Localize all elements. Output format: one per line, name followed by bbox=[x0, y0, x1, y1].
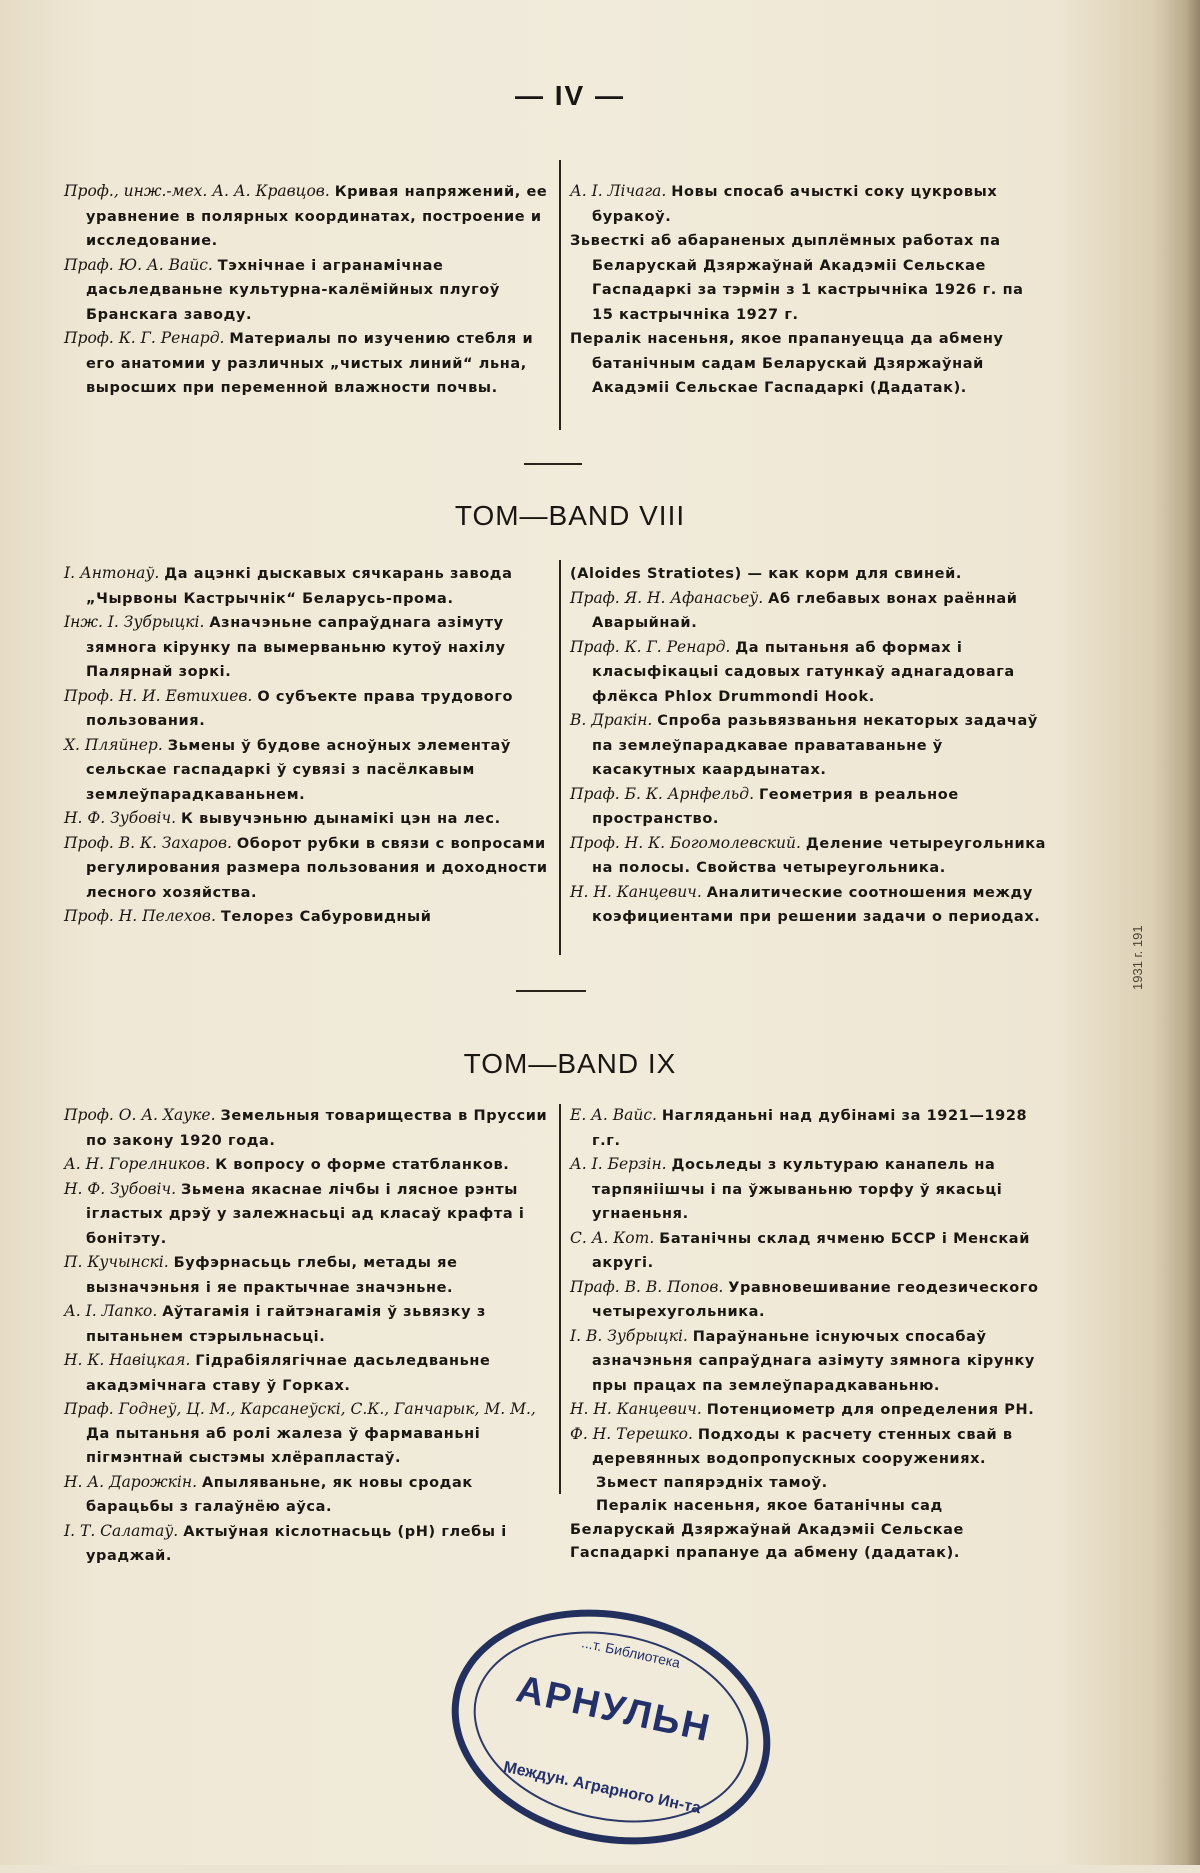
entry: Зьвесткі аб абараненых дыплёмных работах па Беларускай Дзяржаўнай Акадэміі Сельскае Гаспадаркі за тэрмін з 1 кастрычніка 1926 г. па 15 кастрычніка 1927 г. bbox=[570, 229, 1050, 327]
entry: Проф. Н. Пелехов. Телорез Сабуровидный bbox=[64, 905, 554, 930]
entry: Н. Ф. Зубовіч. К вывучэньню дынамікі цэн на лес. bbox=[64, 807, 554, 832]
column-divider bbox=[559, 160, 561, 430]
column-divider bbox=[559, 1104, 561, 1494]
volume-ix-title: TOM—BAND IX bbox=[0, 1048, 1140, 1080]
entry: Х. Пляйнер. Зьмены ў будове асноўных элементаў сельскае гаспадаркі ў сувязі з пасёлкавым землеўпарадкаваньнем. bbox=[64, 734, 554, 808]
entry: Н. А. Дарожкін. Апыляваньне, як новы сродак барацьбы з галаўнёю аўса. bbox=[64, 1471, 554, 1520]
seed-list-note: Пералік насеньня, якое батанічны сад Беларускай Дзяржаўнай Акадэміі Сельскае Гаспадаркі прапануе да абмену (дадатак). bbox=[570, 1495, 1050, 1566]
entry: Праф. Б. К. Арнфельд. Геометрия в реальное пространство. bbox=[570, 783, 1050, 832]
entry: (Aloides Stratiotes) — как корм для свиней. bbox=[570, 562, 1050, 587]
entry: Проф. К. Г. Ренард. Материалы по изучению стебля и его анатомии у различных „чистых линий“ льна, выросших при переменной влажности почвы. bbox=[64, 327, 554, 401]
stamp-bottom-text: Междун. Аграрного Ин-та bbox=[478, 1754, 726, 1824]
entry: Проф., инж.-мех. А. А. Кравцов. Кривая напряжений, ее уравнение в полярных координатах, построение и исследование. bbox=[64, 180, 554, 254]
margin-mark: 1931 г. 191 bbox=[1130, 925, 1145, 990]
entry: Н. Н. Канцевич. Аналитические соотношения между коэфициентами при решении задачи о периодах. bbox=[570, 881, 1050, 930]
ix-right-column bbox=[570, 1104, 1050, 1566]
contents-note: Зьмест папярэдніх тамоў. bbox=[570, 1472, 1050, 1496]
volume-viii-title: TOM—BAND VIII bbox=[0, 500, 1140, 532]
entry: Праф. Я. Н. Афанасьеў. Аб глебавых вонах раённай Аварыйнай. bbox=[570, 587, 1050, 636]
entry: Е. А. Вайс. Нагляданьні над дубінамі за 1921—1928 г.г. bbox=[570, 1104, 1050, 1153]
entry: Н. Н. Канцевич. Потенциометр для определения РН. bbox=[570, 1398, 1050, 1423]
section-divider bbox=[524, 463, 582, 465]
entry: С. А. Кот. Батанічны склад ячменю БССР і Менскай акругі. bbox=[570, 1227, 1050, 1276]
entry: Н. К. Навіцкая. Гідрабіялягічнае дасьледваньне акадэмічнага ставу ў Горках. bbox=[64, 1349, 554, 1398]
entry: П. Кучынскі. Буфэрнасьць глебы, метады яе вызначэньня і яе практычнае значэньне. bbox=[64, 1251, 554, 1300]
section-divider bbox=[516, 990, 586, 992]
entry: І. Т. Салатаў. Актыўная кіслотнасьць (рН) глебы і ураджай. bbox=[64, 1520, 554, 1569]
entry: Пералік насеньня, якое прапануецца да абмену батанічным садам Беларускай Дзяржаўнай Акадэміі Сельскае Гаспадаркі (Дадатак). bbox=[570, 327, 1050, 401]
stamp-main-text: АРНУЛЬН bbox=[492, 1664, 736, 1756]
viii-right-column bbox=[570, 562, 1050, 930]
stamp-top-text: ...т. Библиотека bbox=[527, 1623, 736, 1682]
entry: І. В. Зубрыцкі. Параўнаньне існуючых спосабаў азначэньня сапраўднага азімуту зямнога кірунку пры працах па землеўпарадкаваньню. bbox=[570, 1325, 1050, 1399]
entry: А. Н. Горелников. К вопросу о форме статбланков. bbox=[64, 1153, 554, 1178]
entry: Праф. К. Г. Ренард. Да пытаньня аб формах і класыфікацыі садовых гатункаў аднагадовага флёкса Phlox Drummondi Hook. bbox=[570, 636, 1050, 710]
entry: Н. Ф. Зубовіч. Зьмена якаснае лічбы і лясное рэнты ігластых дрэў у залежнасьці ад класаў крафта і бонітэту. bbox=[64, 1178, 554, 1252]
page-number: — IV — bbox=[0, 80, 1140, 112]
entry: Інж. І. Зубрыцкі. Азначэньне сапраўднага азімуту зямнога кірунку па вымерваньню кутоў нахілу Палярнай зоркі. bbox=[64, 611, 554, 685]
column-divider bbox=[559, 560, 561, 955]
top-right-column bbox=[570, 180, 1050, 401]
viii-left-column bbox=[64, 562, 554, 930]
entry: Праф. Годнеў, Ц. М., Карсанеўскі, С.К., Ганчарык, М. М., Да пытаньня аб ролі жалеза ў фармаваньні пігмэнтнай сыстэмы хлёрапластаў. bbox=[64, 1398, 554, 1471]
entry: Проф. Н. И. Евтихиев. О субъекте права трудового пользования. bbox=[64, 685, 554, 734]
entry: Проф. Н. К. Богомолевский. Деление четыреугольника на полосы. Свойства четыреугольника. bbox=[570, 832, 1050, 881]
page-edge-shadow bbox=[1154, 0, 1200, 1865]
entry: Праф. Ю. А. Вайс. Тэхнічнае і агранамічнае дасьледваньне культурна-калёмійных плугоў Бранскага заводу. bbox=[64, 254, 554, 328]
entry: Проф. О. А. Хауке. Земельныя товарищества в Пруссии по закону 1920 года. bbox=[64, 1104, 554, 1153]
top-left-column bbox=[64, 180, 554, 401]
entry: А. І. Лапко. Аўтагамія і гайтэнагамія ў зьвязку з пытаньнем стэрыльнасьці. bbox=[64, 1300, 554, 1349]
entry: А. І. Берзін. Досьледы з культураю канапель на тарпяніішчы і па ўжываньню торфу ў якасьці угнаеньня. bbox=[570, 1153, 1050, 1227]
entry: І. Антонаў. Да ацэнкі дыскавых сячкарань завода „Чырвоны Кастрычнік“ Беларусь-прома. bbox=[64, 562, 554, 611]
entry: Проф. В. К. Захаров. Оборот рубки в связи с вопросами регулирования размера пользования и доходности лесного хозяйства. bbox=[64, 832, 554, 906]
entry: В. Дракін. Спроба разьвязваньня некаторых задачаў па землеўпарадкавае праватаваньне ў касакутных каардынатах. bbox=[570, 709, 1050, 783]
entry: Ф. Н. Терешко. Подходы к расчету стенных свай в деревянных водопропускных сооружениях. bbox=[570, 1423, 1050, 1472]
entry: А. І. Лічага. Новы спосаб ачысткі соку цукровых буракоў. bbox=[570, 180, 1050, 229]
ix-left-column bbox=[64, 1104, 554, 1569]
entry: Праф. В. В. Попов. Уравновешивание геодезического четырехугольника. bbox=[570, 1276, 1050, 1325]
